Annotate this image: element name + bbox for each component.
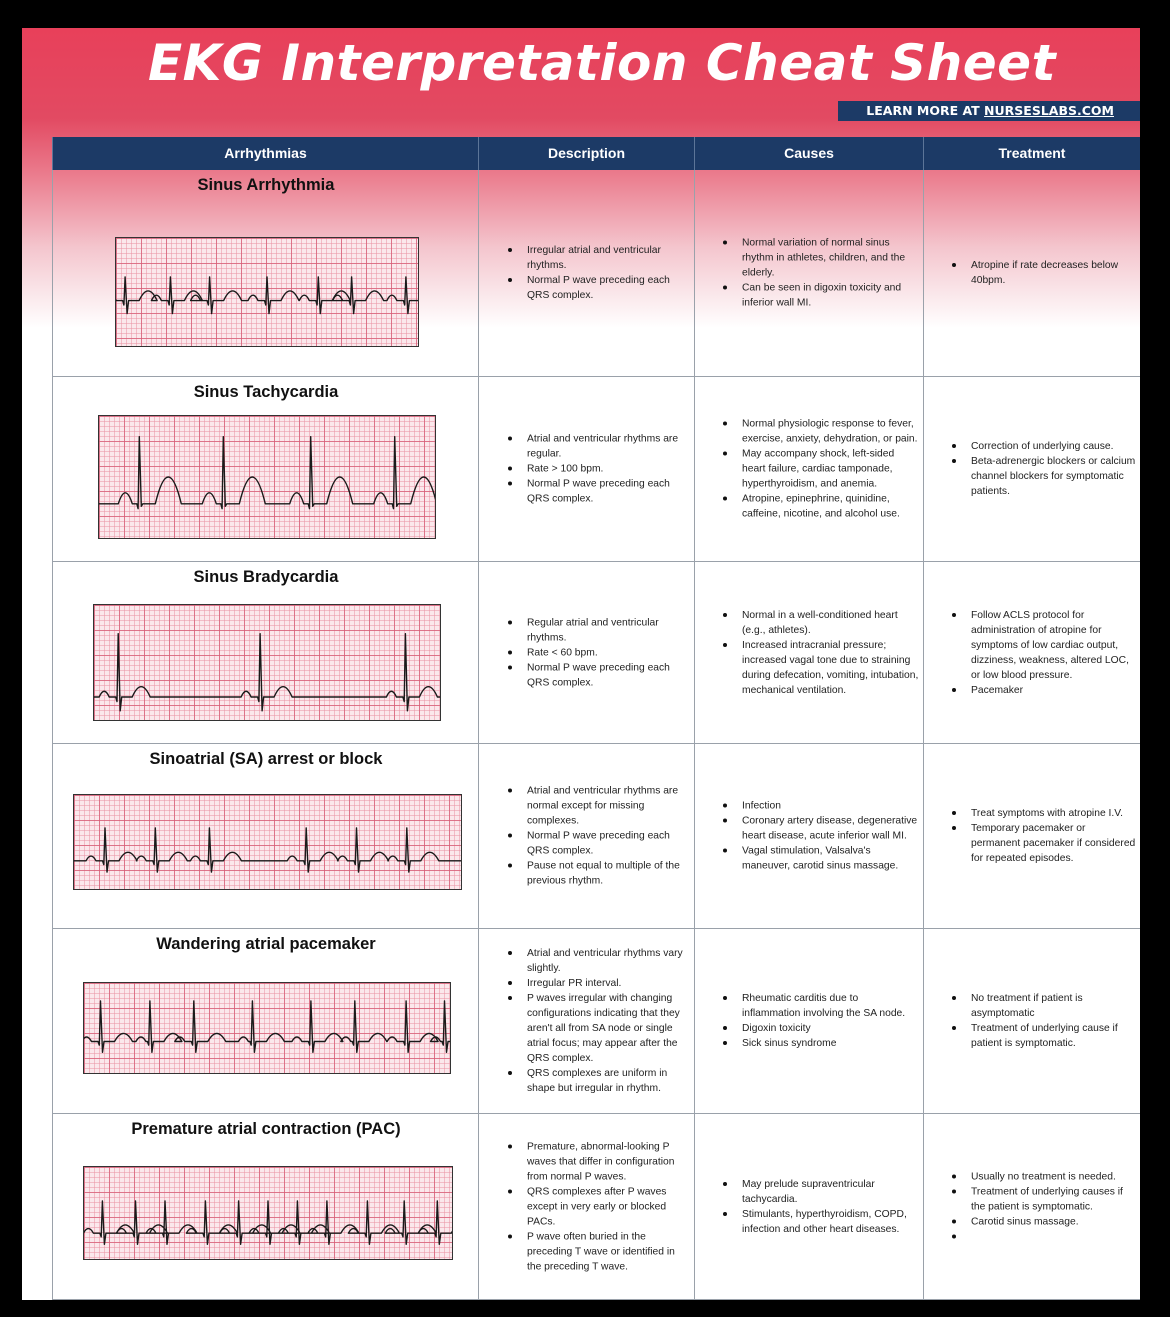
- description-list: [479, 615, 694, 690]
- causes-list: [695, 608, 923, 698]
- description-item: Premature, abnormal-looking P waves that differ in configuration from normal P waves.: [527, 1139, 690, 1184]
- table-row: [52, 929, 1140, 1114]
- ekg-trace: [94, 605, 440, 720]
- cheat-sheet: [22, 28, 1140, 1300]
- treatment-item: No treatment if patient is asymptomatic: [971, 991, 1136, 1021]
- description-cell: [478, 1114, 694, 1299]
- description-item: Pause not equal to multiple of the previous rhythm.: [527, 859, 690, 889]
- ekg-strip: [93, 604, 441, 721]
- causes-item: Digoxin toxicity: [742, 1021, 919, 1036]
- learn-more-prefix: LEARN MORE AT: [866, 103, 985, 118]
- treatment-list: [924, 439, 1140, 499]
- description-cell: [478, 562, 694, 743]
- treatment-item: Treatment of underlying cause if patient is symptomatic.: [971, 1021, 1136, 1051]
- treatment-item: Atropine if rate decreases below 40bpm.: [971, 258, 1136, 288]
- description-cell: [478, 929, 694, 1113]
- causes-item: Stimulants, hyperthyroidism, COPD, infection and other heart diseases.: [742, 1207, 919, 1237]
- description-item: Regular atrial and ventricular rhythms.: [527, 615, 690, 645]
- description-list: [479, 784, 694, 889]
- ekg-trace: [84, 1167, 452, 1259]
- treatment-list: [924, 1169, 1140, 1244]
- treatment-item: Usually no treatment is needed.: [971, 1169, 1136, 1184]
- causes-list: [695, 991, 923, 1051]
- causes-item: Coronary artery disease, degenerative heart disease, acute inferior wall MI.: [742, 815, 918, 842]
- description-list: [479, 946, 694, 1096]
- causes-item: Can be seen in digoxin toxicity and inferior wall MI.: [742, 281, 919, 311]
- ekg-trace: [84, 983, 450, 1073]
- treatment-item: Correction of underlying cause.: [971, 439, 1136, 454]
- description-cell: [478, 377, 694, 561]
- description-item: P waves irregular with changing configurations indicating that they aren't all from SA node or single atrial focus; may appear after the QRS complex.: [527, 991, 690, 1066]
- table-row: [52, 1114, 1140, 1300]
- causes-item: Increased intracranial pressure; increased vagal tone due to straining during defecation, vomiting, intubation, mechanical ventilation.: [742, 639, 919, 696]
- ekg-strip: [83, 1166, 453, 1260]
- ekg-strip: [73, 794, 462, 890]
- treatment-item: Follow ACLS protocol for administration of atropine for symptoms of low cardiac output, dizziness, weakness, altered LOC, or low blood pressure.: [971, 608, 1136, 683]
- causes-cell: [694, 1114, 923, 1299]
- description-item: P wave often buried in the preceding T wave or identified in the preceding T wave.: [527, 1229, 690, 1274]
- description-cell: [478, 170, 694, 376]
- treatment-item: [971, 1229, 1136, 1244]
- table-header-row: [52, 137, 1140, 170]
- ekg-waveform: [94, 634, 440, 711]
- arrhythmia-name: Wandering atrial pacemaker: [156, 935, 376, 953]
- treatment-list: [924, 991, 1140, 1051]
- causes-list: [695, 1177, 923, 1237]
- description-item: QRS complexes are uniform in shape but irregular in rhythm.: [527, 1066, 690, 1096]
- treatment-cell: [923, 562, 1140, 743]
- causes-cell: [694, 377, 923, 561]
- description-item: Normal P wave preceding each QRS complex.: [527, 660, 690, 690]
- arrhythmia-name: Sinoatrial (SA) arrest or block: [149, 750, 383, 768]
- learn-more-banner[interactable]: [838, 101, 1140, 121]
- column-header-treatment: Treatment: [923, 137, 1140, 170]
- ekg-trace: [99, 416, 435, 538]
- arrhythmia-name: Premature atrial contraction (PAC): [131, 1120, 401, 1138]
- description-item: Normal P wave preceding each QRS complex.: [527, 477, 690, 507]
- description-item: Irregular PR interval.: [527, 976, 690, 991]
- treatment-cell: [923, 929, 1140, 1113]
- treatment-item: Beta-adrenergic blockers or calcium channel blockers for symptomatic patients.: [971, 456, 1136, 497]
- treatment-cell: [923, 1114, 1140, 1299]
- treatment-cell: [923, 170, 1140, 376]
- arrhythmia-cell: [52, 1114, 478, 1299]
- arrhythmia-cell: [52, 744, 478, 928]
- treatment-cell: [923, 744, 1140, 928]
- arrhythmia-cell: [52, 562, 478, 743]
- description-item: Atrial and ventricular rhythms vary slightly.: [527, 946, 690, 976]
- causes-cell: [694, 562, 923, 743]
- description-item: Rate < 60 bpm.: [527, 645, 690, 660]
- causes-item: Vagal stimulation, Valsalva's maneuver, carotid sinus massage.: [742, 844, 919, 874]
- ekg-waveform: [84, 1001, 450, 1052]
- causes-item: Normal variation of normal sinus rhythm in athletes, children, and the elderly.: [742, 236, 919, 281]
- description-list: [479, 432, 694, 507]
- description-item: Rate > 100 bpm.: [527, 462, 690, 477]
- description-item: Normal P wave preceding each QRS complex.: [527, 273, 690, 303]
- learn-more-link[interactable]: NURSESLABS.COM: [984, 103, 1114, 118]
- ekg-waveform: [99, 437, 435, 509]
- causes-item: May prelude supraventricular tachycardia.: [742, 1177, 919, 1207]
- table-row: [52, 744, 1140, 929]
- column-header-description: Description: [478, 137, 694, 170]
- description-item: Atrial and ventricular rhythms are regular.: [527, 432, 690, 462]
- table-row: [52, 170, 1140, 377]
- ekg-strip: [98, 415, 436, 539]
- treatment-item: Pacemaker: [971, 683, 1136, 698]
- table-row: [52, 377, 1140, 562]
- treatment-item: Treat symptoms with atropine I.V.: [971, 806, 1136, 821]
- causes-item: Rheumatic carditis due to inflammation involving the SA node.: [742, 991, 919, 1021]
- causes-list: [695, 417, 923, 522]
- arrhythmia-name: Sinus Arrhythmia: [197, 176, 335, 194]
- column-header-causes: Causes: [694, 137, 923, 170]
- description-item: QRS complexes after P waves except in very early or blocked PACs.: [527, 1184, 690, 1229]
- causes-cell: [694, 744, 923, 928]
- treatment-list: [924, 258, 1140, 288]
- treatment-item: Carotid sinus massage.: [971, 1214, 1136, 1229]
- treatment-item: Treatment of underlying causes if the patient is symptomatic.: [971, 1184, 1136, 1214]
- treatment-list: [924, 806, 1140, 866]
- arrhythmia-cell: [52, 170, 478, 376]
- page-title: EKG Interpretation Cheat Sheet: [148, 34, 1056, 92]
- causes-item: Normal physiologic response to fever, exercise, anxiety, dehydration, or pain.: [742, 418, 918, 445]
- causes-item: Atropine, epinephrine, quinidine, caffeine, nicotine, and alcohol use.: [742, 492, 919, 522]
- causes-item: Normal in a well-conditioned heart (e.g., athletes).: [742, 608, 919, 638]
- description-list: [479, 243, 694, 303]
- description-item: Irregular atrial and ventricular rhythms.: [527, 243, 690, 273]
- arrhythmia-cell: [52, 929, 478, 1113]
- arrhythmia-name: Sinus Bradycardia: [193, 568, 339, 586]
- causes-cell: [694, 929, 923, 1113]
- causes-cell: [694, 170, 923, 376]
- description-cell: [478, 744, 694, 928]
- description-item: Atrial and ventricular rhythms are normal except for missing complexes.: [527, 784, 690, 829]
- treatment-cell: [923, 377, 1140, 561]
- causes-item: May accompany shock, left-sided heart failure, cardiac tamponade, hyperthyroidism, and anemia.: [742, 447, 919, 492]
- causes-list: [695, 236, 923, 311]
- ekg-waveform: [74, 828, 461, 872]
- ekg-strip: [83, 982, 451, 1074]
- description-item: Normal P wave preceding each QRS complex.: [527, 829, 690, 859]
- ekg-trace: [116, 238, 418, 346]
- description-list: [479, 1139, 694, 1274]
- causes-item: Sick sinus syndrome: [742, 1036, 919, 1051]
- arrhythmia-cell: [52, 377, 478, 561]
- ekg-waveform: [116, 277, 418, 314]
- column-header-arrhythmias: Arrhythmias: [52, 137, 478, 170]
- causes-list: [695, 799, 923, 874]
- arrhythmia-name: Sinus Tachycardia: [193, 383, 339, 401]
- ekg-trace: [74, 795, 461, 889]
- ekg-strip: [115, 237, 419, 347]
- treatment-item: Temporary pacemaker or permanent pacemaker if considered for repeated episodes.: [971, 823, 1136, 864]
- causes-item: Infection: [742, 799, 919, 814]
- treatment-list: [924, 608, 1140, 698]
- table-row: [52, 562, 1140, 744]
- ekg-waveform: [84, 1201, 452, 1244]
